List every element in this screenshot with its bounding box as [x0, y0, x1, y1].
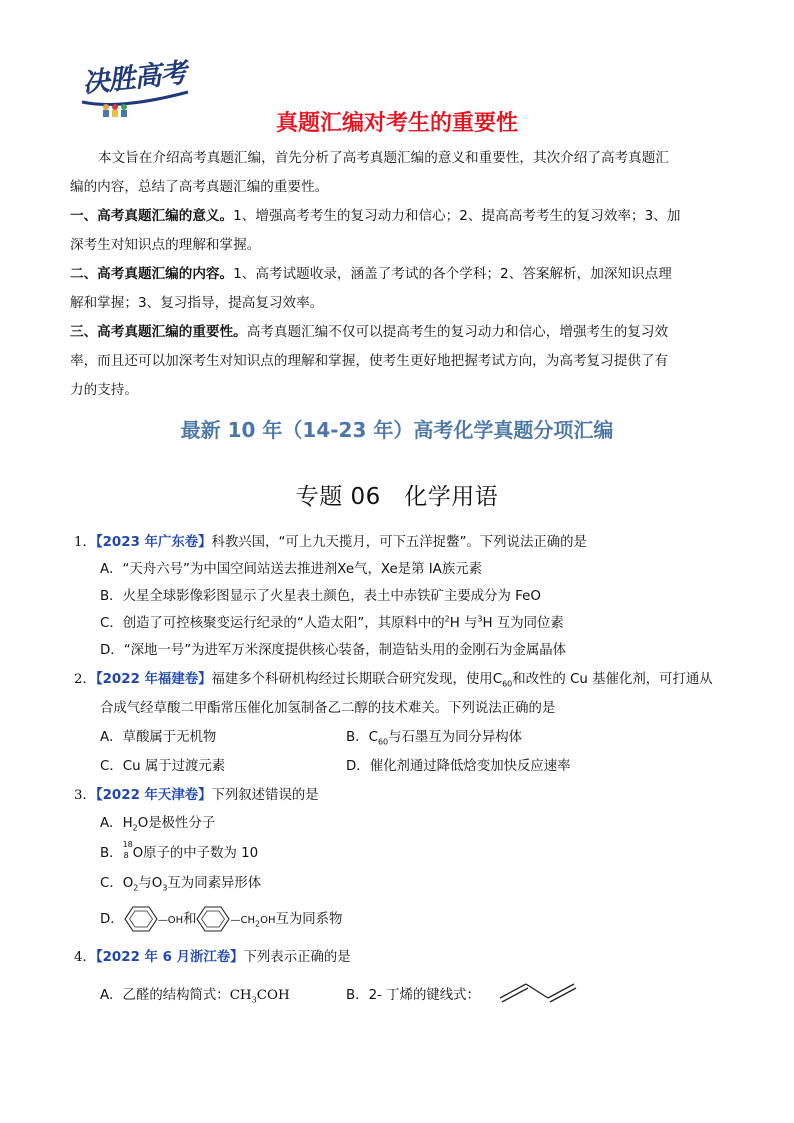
option-text: H 互为同位素: [482, 616, 564, 631]
intro-line-1: 本文旨在介绍高考真题汇编，首先分析了高考真题汇编的意义和重要性，其次介绍了高考真题汇: [98, 150, 669, 166]
question-4-stem: [74, 946, 351, 965]
option-text: 原子的中子数为 10: [143, 846, 259, 861]
section-2: [70, 260, 724, 289]
topic-heading: 专题 06 化学用语: [295, 484, 499, 510]
option-text: 与: [138, 876, 152, 891]
2-butene-skeletal-formula-icon: [498, 976, 586, 1004]
benzene-ring-icon: [124, 904, 158, 934]
question-text: 和改性的 Cu 基催化剂，可打通从: [512, 672, 713, 687]
question-number: 2．: [74, 672, 96, 687]
formula: C: [492, 672, 503, 687]
option-text: 互为同系物: [275, 912, 343, 927]
formula-subscript: 3: [162, 883, 168, 893]
formula: H: [122, 816, 133, 831]
isotope-mass: 2: [444, 614, 450, 624]
option-text: C．: [100, 876, 123, 891]
mass-number: 18: [122, 840, 133, 849]
hydroxymethyl-group: OH: [260, 915, 276, 926]
section-2-line-2: 解和掌握；3、复习指导，提高复习效率。: [70, 295, 324, 311]
formula-subscript: 60: [377, 737, 389, 747]
atomic-number: 8: [123, 851, 129, 860]
logo-text: 决胜高考: [80, 57, 188, 100]
section-2-cont: [70, 289, 724, 318]
question-4-option-a: [100, 984, 290, 1005]
formula: O: [151, 876, 163, 891]
hydroxymethyl-group: —CH: [230, 915, 255, 926]
section-3-heading: 三、高考真题汇编的重要性。: [70, 324, 247, 340]
option-text: D．: [100, 912, 124, 927]
question-2-stem-cont: 合成气经草酸二甲酯常压催化加氢制备乙二醇的技术难关。下列说法正确的是: [100, 701, 556, 716]
formula-subscript: 2: [133, 883, 139, 893]
question-2-option-a: A．草酸属于无机物: [100, 730, 217, 745]
option-text: 与石墨互为同分异构体: [388, 730, 523, 745]
option-text: B．2- 丁烯的键线式：: [346, 988, 480, 1003]
section-3-cont-2: [70, 376, 724, 405]
option-text: 是极性分子: [148, 816, 216, 831]
formula: O: [132, 846, 144, 861]
formula-subscript: 60: [502, 679, 513, 689]
section-1-cont: [70, 231, 724, 260]
isotope-mass: 3: [477, 614, 483, 624]
section-1-line-2: 深考生对知识点的理解和掌握。: [70, 237, 261, 253]
question-1-option-b: B．火星全球影像彩图显示了火星表土颜色，表土中赤铁矿主要成分为 FeO: [100, 589, 541, 604]
section-1: [70, 202, 724, 231]
section-1-line-1: 1、增强高考考生的复习动力和信心；2、提高高考考生的复习效率；3、加: [233, 208, 681, 224]
intro-paragraph: [70, 144, 724, 173]
question-3-option-d: [100, 904, 342, 934]
formula-subscript: 2: [132, 823, 138, 833]
collection-subtitle: 最新 10 年（14-23 年）高考化学真题分项汇编: [180, 418, 614, 442]
question-1-option-d: D．“深地一号”为进军万米深度提供核心装备，制造钻头用的金刚石为金属晶体: [100, 643, 567, 658]
section-1-heading: 一、高考真题汇编的意义。: [70, 208, 234, 224]
question-text: 下列表示正确的是: [243, 950, 351, 965]
section-3-line-1: 高考真题汇编不仅可以提高考生的复习动力和信心，增强考生的复习效: [246, 324, 669, 340]
nuclide-notation: [122, 840, 133, 860]
question-3-stem: [74, 784, 319, 803]
formula: O: [122, 876, 134, 891]
page-title: 真题汇编对考生的重要性: [275, 111, 518, 136]
option-text: A．: [100, 816, 123, 831]
section-2-line-1: 1、高考试题收录，涵盖了考试的各个学科；2、答案解析，加深知识点理: [233, 266, 672, 282]
intro-paragraph-cont: [70, 173, 724, 202]
section-3-line-3: 力的支持。: [70, 382, 138, 398]
question-text: 科教兴国，“可上九天揽月，可下五洋捉鳖”。下列说法正确的是: [211, 535, 587, 550]
question-4-option-b: [346, 984, 480, 1003]
formula: CH: [229, 988, 252, 1003]
option-text: A．乙醛的结构简式：: [100, 988, 230, 1003]
formula: C: [368, 730, 378, 745]
question-number: 4．: [74, 950, 96, 965]
question-1-stem: [74, 531, 587, 550]
question-2-option-c: C．Cu 属于过渡元素: [100, 759, 226, 774]
question-number: 3．: [74, 788, 96, 803]
benzene-ring-icon: [196, 904, 230, 934]
question-source: 【2022 年天津卷】: [95, 788, 212, 803]
question-3-option-b: [100, 842, 258, 861]
question-3-option-a: [100, 812, 215, 833]
section-3-line-2: 率，而且还可以加深考生对知识点的理解和掌握，使考生更好地把握考试方向，为高考复习提供了有: [70, 353, 669, 369]
question-source: 【2023 年广东卷】: [95, 535, 212, 550]
formula: COH: [256, 988, 290, 1003]
section-2-heading: 二、高考真题汇编的内容。: [70, 266, 234, 282]
option-text: 和: [183, 912, 197, 927]
option-text: B．: [346, 730, 369, 745]
formula-subscript: 3: [251, 995, 257, 1005]
question-2-option-b: [346, 726, 522, 747]
option-text: H 与: [449, 616, 478, 631]
question-source: 【2022 年 6 月浙江卷】: [95, 950, 244, 965]
formula: O: [137, 816, 149, 831]
question-source: 【2022 年福建卷】: [95, 672, 212, 687]
question-3-option-c: [100, 872, 261, 893]
hydroxyl-group: —OH: [157, 915, 184, 926]
question-2-option-d: D．催化剂通过降低焓变加快反应速率: [346, 759, 571, 774]
formula-subscript: 2: [255, 919, 261, 929]
question-text: 下列叙述错误的是: [211, 788, 319, 803]
question-1-option-a: A．“天舟六号”为中国空间站送去推进剂Xe气，Xe是第 IA族元素: [100, 562, 483, 577]
section-3-cont: [70, 347, 724, 376]
question-2-stem: [74, 668, 713, 689]
option-text: C．创造了可控核聚变运行纪录的“人造太阳”，其原料中的: [100, 616, 445, 631]
question-text: 福建多个科研机构经过长期联合研究发现，使用: [211, 672, 493, 687]
question-number: 1．: [74, 535, 96, 550]
option-text: B．: [100, 846, 123, 861]
option-text: 互为同素异形体: [167, 876, 262, 891]
section-3: [70, 318, 724, 347]
intro-line-2: 编的内容，总结了高考真题汇编的重要性。: [70, 179, 329, 195]
question-1-option-c: [100, 612, 564, 631]
